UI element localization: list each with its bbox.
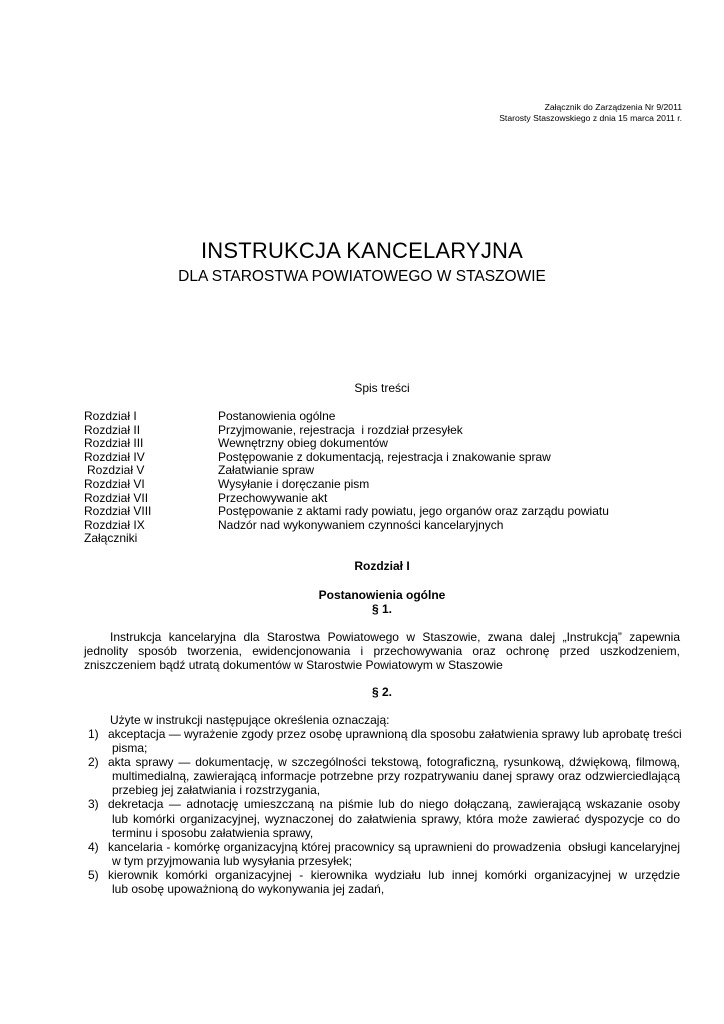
toc-row (84, 519, 609, 533)
paragraph-line: jednolity sposób tworzenia, ewidencjonowania i przechowywania oraz ochronę przed uszkodzeniem, (84, 644, 680, 659)
table-of-contents (84, 410, 609, 546)
list-item-text: lub osobę upoważnioną do wykonywania jej zadań, (112, 882, 385, 897)
toc-chapter-title: Przyjmowanie, rejestracja i rozdział przesyłek (218, 422, 463, 437)
toc-chapter-title: Załatwianie spraw (218, 463, 315, 478)
toc-chapter-title: Nadzór nad wykonywaniem czynności kancelaryjnych (218, 517, 504, 532)
toc-chapter-number: Rozdział VIII (84, 504, 152, 519)
annex-line-2: Starosty Staszowskiego z dnia 15 marca 2011 r. (499, 113, 682, 123)
toc-chapter-number: Rozdział III (84, 436, 144, 451)
definitions-list (88, 727, 680, 896)
toc-row (84, 505, 609, 519)
toc-chapter-title: Przechowywanie akt (218, 490, 328, 505)
chapter-title: Postanowienia ogólne (318, 588, 446, 602)
list-item-number: 4) (88, 839, 99, 854)
section-2-marker: § 2. (371, 685, 392, 699)
list-item-text: w tym przyjmowania lub wysyłania przesyłek; (112, 853, 353, 868)
list-item-text: kancelaria - komórkę organizacyjną której pracownicy są uprawnieni do prowadzenia obsługi kancelaryjnej (108, 839, 680, 854)
toc-row (84, 478, 609, 492)
list-item-text: akceptacja — wyrażenie zgody przez osobę uprawnioną dla sposobu załatwienia sprawy lub aprobatę treści (108, 727, 682, 741)
toc-row (84, 464, 609, 478)
chapter-heading: Rozdział I (354, 559, 410, 573)
list-item-text: multimedialną, zawierającą informacje potrzebne przy rozpatrywaniu danej sprawy oraz odzwierciedlającą (112, 769, 680, 784)
list-item (88, 797, 680, 839)
toc-chapter-number: Rozdział IV (84, 449, 145, 464)
annex-note (499, 102, 682, 124)
list-item-text: lub komórki organizacyjnej, wyznaczonej do załatwienia sprawy, która może zawierać dyspozycje co do (112, 811, 680, 826)
toc-chapter-number: Rozdział V (87, 463, 145, 478)
toc-chapter-number: Załączniki (84, 531, 138, 546)
toc-row (84, 437, 609, 451)
document-subtitle: DLA STAROSTWA POWIATOWEGO W STASZOWIE (178, 268, 546, 285)
toc-row (84, 532, 609, 546)
list-item-text: terminu i sposobu załatwienia sprawy, (112, 825, 314, 840)
list-item-number: 2) (88, 755, 99, 770)
toc-chapter-title: Postępowanie z aktami rady powiatu, jego organów oraz zarządu powiatu (218, 504, 609, 519)
list-item-number: 5) (88, 867, 99, 882)
toc-chapter-number: Rozdział I (84, 409, 137, 423)
toc-chapter-title: Postępowanie z dokumentacją, rejestracja i znakowanie spraw (218, 449, 551, 464)
toc-row (84, 410, 609, 424)
toc-chapter-title: Wysyłanie i doręczanie pism (218, 476, 370, 491)
section-1-marker: § 1. (371, 602, 392, 616)
toc-row (84, 492, 609, 506)
list-item-text: dekretacja — adnotację umieszczaną na piśmie lub do niego dołączaną, zawierającą wskazanie osoby (108, 797, 680, 812)
paragraph-1 (84, 630, 680, 673)
toc-chapter-number: Rozdział VI (84, 476, 145, 491)
list-item-number: 3) (88, 797, 99, 812)
toc-chapter-number: Rozdział II (84, 422, 141, 437)
list-item (88, 755, 680, 797)
list-item (88, 868, 680, 896)
toc-chapter-number: Rozdział IX (84, 517, 145, 532)
definitions-intro: Użyte w instrukcji następujące określenia oznaczają: (110, 713, 390, 727)
list-item-number: 1) (88, 727, 99, 741)
paragraph-line: Instrukcja kancelaryjna dla Starostwa Powiatowego w Staszowie, zwana dalej „Instrukcją” zapewnia (110, 630, 680, 644)
toc-chapter-title: Postanowienia ogólne (218, 409, 336, 423)
toc-heading: Spis treści (354, 381, 410, 395)
document-title: INSTRUKCJA KANCELARYJNA (200, 238, 524, 263)
toc-chapter-title: Wewnętrzny obieg dokumentów (218, 436, 388, 451)
toc-row (84, 451, 609, 465)
toc-chapter-number: Rozdział VII (84, 490, 149, 505)
list-item-text: akta sprawy — dokumentację, w szczególności tekstową, fotograficzną, rysunkową, dźwiękową, filmową, (108, 755, 680, 770)
list-item-text: kierownik komórki organizacyjnej - kierownika wydziału lub innej komórki organizacyjnej w urzędzie (108, 867, 680, 882)
paragraph-line: zniszczeniem bądź utratą dokumentów w Starostwie Powiatowym w Staszowie (84, 658, 503, 673)
list-item (88, 727, 680, 755)
annex-line-1: Załącznik do Zarządzenia Nr 9/2011 (544, 102, 682, 112)
toc-row (84, 424, 609, 438)
list-item-text: pisma; (112, 741, 148, 756)
list-item-text: przebieg jej załatwiania i rozstrzygania, (112, 783, 321, 798)
list-item (88, 840, 680, 868)
